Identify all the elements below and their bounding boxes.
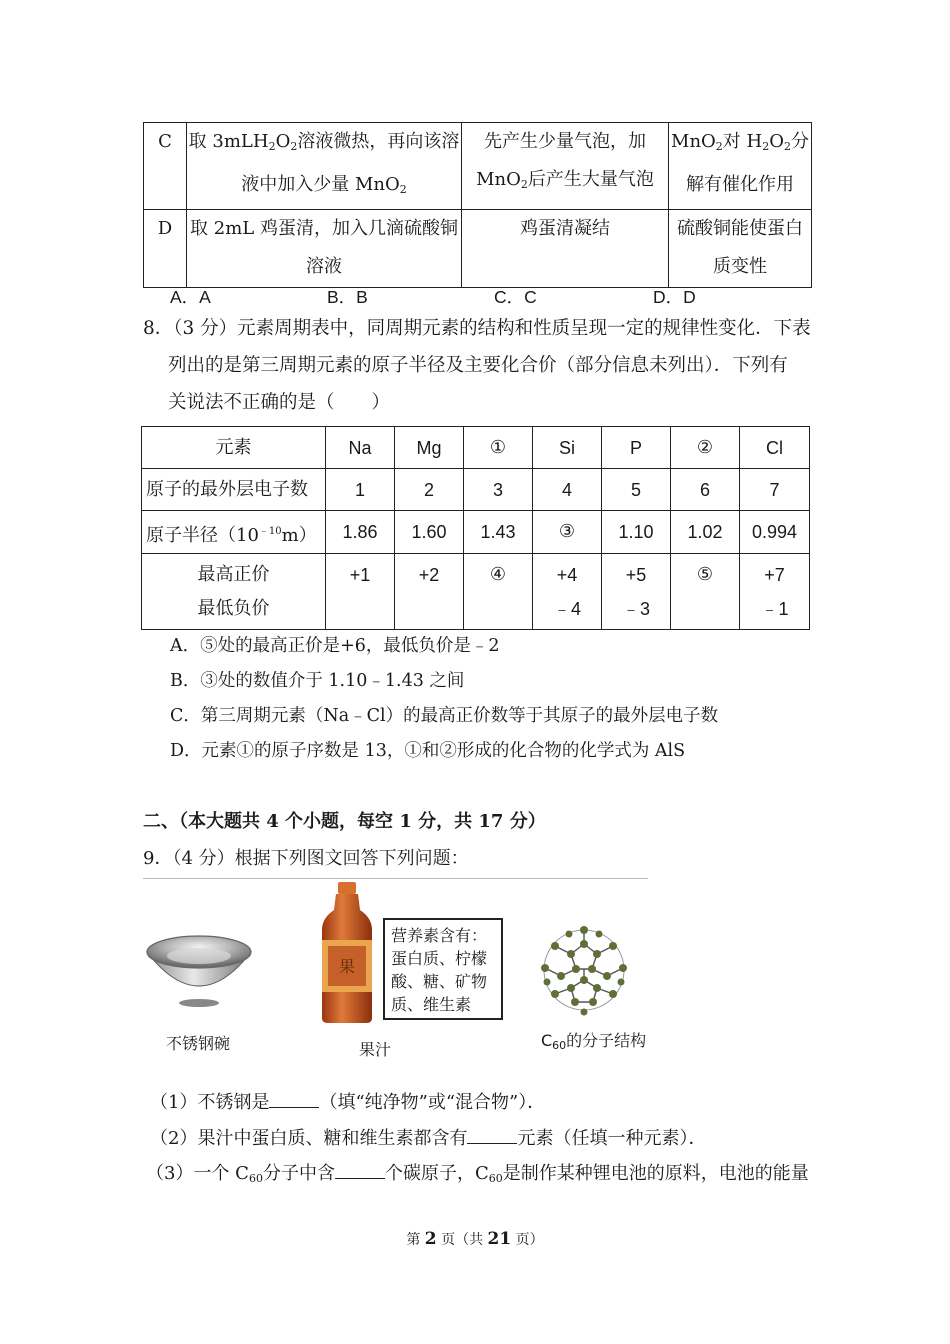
answer-blank[interactable] bbox=[269, 1089, 319, 1108]
q8-periodic-table bbox=[141, 426, 810, 630]
element-cell: Mg bbox=[395, 427, 464, 469]
q8-option-a[interactable]: A．⑤处的最高正价是+6，最低负价是﹣2 bbox=[170, 636, 500, 656]
answer-blank[interactable] bbox=[335, 1160, 385, 1179]
valence-cell: +1 bbox=[326, 554, 395, 630]
table-row bbox=[142, 469, 810, 511]
juice-bottle-image bbox=[316, 880, 378, 1025]
element-cell: Cl bbox=[740, 427, 810, 469]
q9-part2: （2）果汁中蛋白质、糖和维生素都含有 元素（任填一种元素）． bbox=[150, 1124, 706, 1150]
q8-option-d[interactable]: D．元素①的原子序数是 13，①和②形成的化合物的化学式为 AlS bbox=[170, 741, 686, 761]
nutrient-box: 营养素含有： 蛋白质、柠檬 酸、糖、矿物 质、维生素 bbox=[383, 918, 503, 1020]
element-cell: ② bbox=[671, 427, 740, 469]
figure-top-rule bbox=[143, 878, 648, 879]
value-cell: 1.10 bbox=[602, 511, 671, 554]
value-cell: 3 bbox=[464, 469, 533, 511]
value-cell: 1.02 bbox=[671, 511, 740, 554]
valence-cell: +5 ﹣3 bbox=[602, 554, 671, 630]
c60-caption: $C_{60}$的分子结构 bbox=[541, 1031, 647, 1052]
value-cell: 5 bbox=[602, 469, 671, 511]
phenomenon: 鸡蛋清凝结 bbox=[462, 210, 669, 288]
value-cell: 2 bbox=[395, 469, 464, 511]
valence-cell: +4 ﹣4 bbox=[533, 554, 602, 630]
element-cell: P bbox=[602, 427, 671, 469]
value-cell: 1.43 bbox=[464, 511, 533, 554]
table-row bbox=[142, 427, 810, 469]
q8-option-c[interactable]: C．第三周期元素（Na﹣Cl）的最高正价数等于其原子的最外层电子数 bbox=[170, 706, 719, 726]
q9-stem: 9．（4 分）根据下列图文回答下列问题： bbox=[143, 848, 469, 869]
element-cell: Si bbox=[533, 427, 602, 469]
value-cell: 0.994 bbox=[740, 511, 810, 554]
juice-caption: 果汁 bbox=[359, 1040, 392, 1059]
value-cell: 7 bbox=[740, 469, 810, 511]
stainless-bowl-image bbox=[143, 930, 255, 1010]
q7-table bbox=[143, 122, 812, 288]
row-label: C bbox=[144, 123, 187, 210]
section-title: 二、（本大题共 4 个小题，每空 1 分，共 17 分） bbox=[143, 811, 546, 832]
valence-cell: ④ bbox=[464, 554, 533, 630]
experiment-step: 取 2mL 鸡蛋清，加入几滴硫酸铜 溶液 bbox=[187, 210, 462, 288]
q8-stem: 8．（3 分）元素周期表中，同周期元素的结构和性质呈现一定的规律性变化．下表 列出的是第三周期元素的原子半径及主要化合价（部分信息未列出）．下列有 关说法不正确的是（ ） bbox=[143, 318, 811, 413]
value-cell: ③ bbox=[533, 511, 602, 554]
conclusion: 硫酸铜能使蛋白 质变性 bbox=[669, 210, 812, 288]
q7-option-c[interactable]: C．C bbox=[494, 287, 537, 307]
q7-option-d[interactable]: D．D bbox=[653, 287, 696, 307]
header-label: 元素 bbox=[142, 427, 326, 469]
c60-molecule-image bbox=[533, 922, 635, 1018]
page-footer: 第 2 页（共 21 页） bbox=[406, 1229, 544, 1249]
q7-option-b[interactable]: B．B bbox=[327, 287, 368, 307]
answer-blank[interactable] bbox=[467, 1125, 517, 1144]
table-row bbox=[142, 511, 810, 554]
valence-cell: +7 ﹣1 bbox=[740, 554, 810, 630]
experiment-step: 取 $3mLH_2O_2$溶液微热，再向该溶 液中加入少量 MnO$_2$ bbox=[187, 123, 462, 210]
value-cell: 4 bbox=[533, 469, 602, 511]
row-label: D bbox=[144, 210, 187, 288]
q7-option-a[interactable]: A．A bbox=[170, 287, 211, 307]
table-row bbox=[144, 210, 812, 288]
table-row bbox=[142, 554, 810, 630]
conclusion: MnO$_2$对 $H_2O_2$分 解有催化作用 bbox=[669, 123, 812, 210]
value-cell: 1 bbox=[326, 469, 395, 511]
element-cell: ① bbox=[464, 427, 533, 469]
bowl-caption: 不锈钢碗 bbox=[166, 1034, 231, 1053]
valence-cell: +2 bbox=[395, 554, 464, 630]
q8-option-b[interactable]: B．③处的数值介于 1.10﹣1.43 之间 bbox=[170, 671, 465, 691]
q9-part1: （1）不锈钢是 （填“纯净物”或“混合物”）． bbox=[150, 1088, 545, 1114]
value-cell: 6 bbox=[671, 469, 740, 511]
row-label: 最高正价 最低负价 bbox=[142, 554, 326, 630]
value-cell: 1.86 bbox=[326, 511, 395, 554]
row-label: 原子半径$(10^{﹣10}m)$ bbox=[142, 511, 326, 554]
row-label: 原子的最外层电子数 bbox=[142, 469, 326, 511]
valence-cell: ⑤ bbox=[671, 554, 740, 630]
element-cell: Na bbox=[326, 427, 395, 469]
svg-text:果: 果 bbox=[338, 957, 356, 976]
phenomenon: 先产生少量气泡，加 MnO$_2$后产生大量气泡 bbox=[462, 123, 669, 210]
value-cell: 1.60 bbox=[395, 511, 464, 554]
q9-part3: （3）一个 $C_{60}$分子中含 个碳原子，$C_{60}$是制作某种锂电池的原料，电池的能量 bbox=[146, 1159, 809, 1185]
table-row bbox=[144, 123, 812, 210]
